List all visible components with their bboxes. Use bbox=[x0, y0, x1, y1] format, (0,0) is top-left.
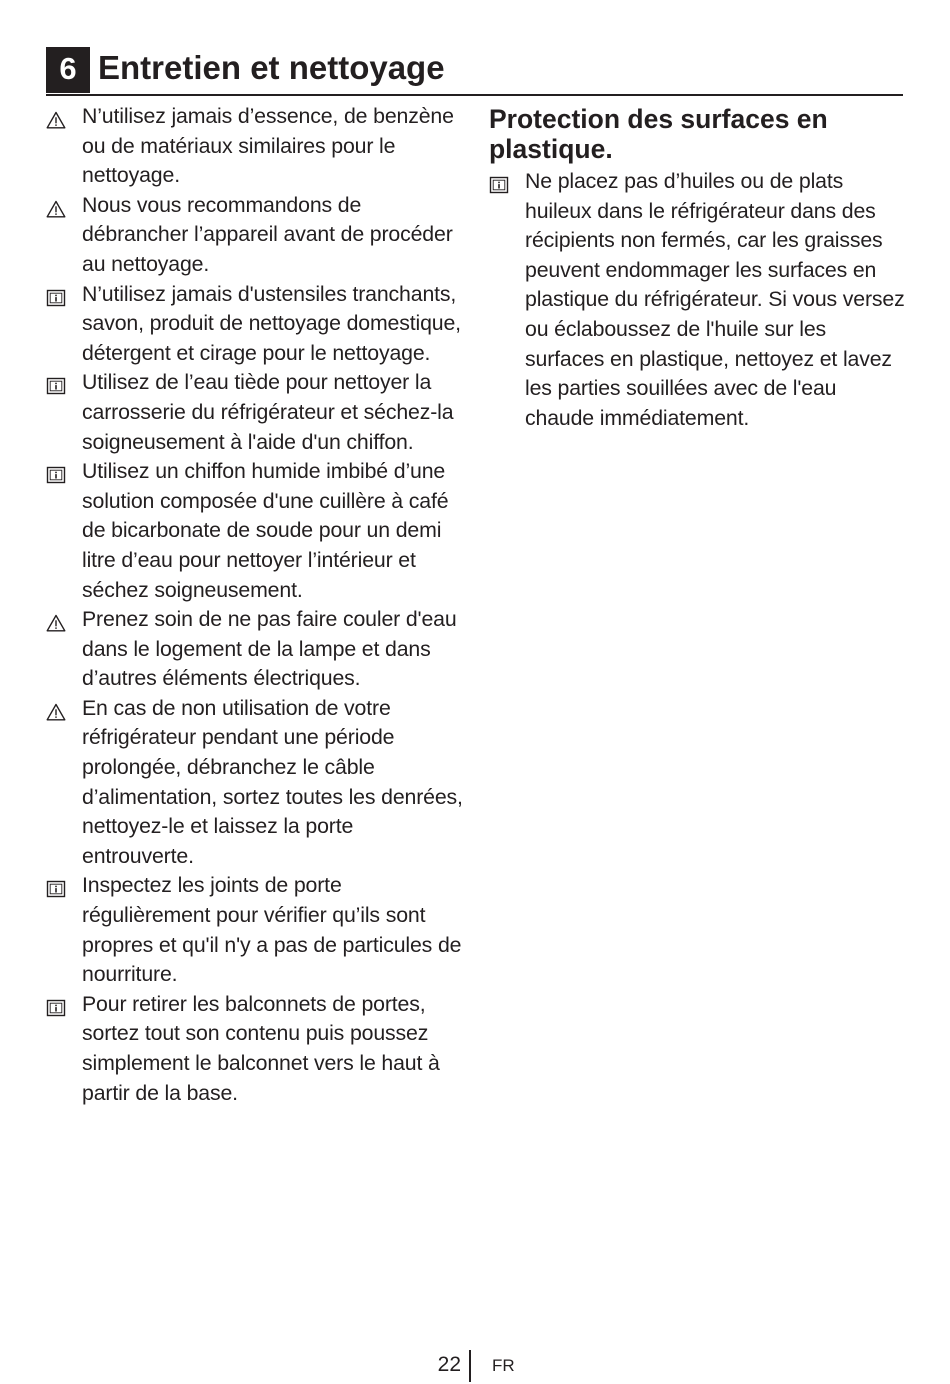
item-text: Utilisez un chiffon humide imbibé d’une solution composée d'une cuillère à café de bicarbonate de soude pour un demi litre d’eau pour nettoyer l’intérieur et séchez soigneusement. bbox=[82, 459, 449, 602]
page-number: 22 bbox=[437, 1353, 461, 1376]
warning-icon bbox=[46, 108, 66, 126]
list-item bbox=[46, 102, 466, 191]
left-column bbox=[46, 102, 466, 1108]
warning-icon bbox=[46, 700, 66, 718]
list-item bbox=[46, 990, 466, 1108]
page-footer bbox=[0, 1350, 950, 1382]
item-text: N’utilisez jamais d'ustensiles tranchants, savon, produit de nettoyage domestique, détergent et cirage pour le nettoyage. bbox=[82, 281, 461, 365]
list-item bbox=[489, 167, 907, 433]
item-text: Pour retirer les balconnets de portes, sortez tout son contenu puis poussez simplement le balconnet vers le haut à partir de la base. bbox=[82, 991, 440, 1105]
list-item bbox=[46, 605, 466, 694]
chapter-number: 6 bbox=[46, 47, 90, 93]
list-item bbox=[46, 871, 466, 989]
footer-divider bbox=[469, 1350, 471, 1382]
item-text: N’utilisez jamais d’essence, de benzène ou de matériaux similaires pour le nettoyage. bbox=[82, 104, 454, 188]
chapter-header bbox=[46, 47, 903, 96]
language-code: FR bbox=[492, 1356, 515, 1375]
list-item bbox=[46, 457, 466, 605]
chapter-title: Entretien et nettoyage bbox=[98, 49, 445, 86]
info-icon bbox=[46, 374, 66, 392]
info-icon bbox=[46, 996, 66, 1014]
list-item bbox=[46, 280, 466, 369]
item-text: Inspectez les joints de porte régulièrement pour vérifier qu’ils sont propres et qu'il n'y a pas de particules de nourriture. bbox=[82, 873, 462, 987]
list-item bbox=[46, 191, 466, 280]
info-icon bbox=[46, 877, 66, 895]
item-text: Nous vous recommandons de débrancher l’appareil avant de procéder au nettoyage. bbox=[82, 192, 453, 276]
right-column bbox=[489, 104, 907, 433]
item-text: Ne placez pas d’huiles ou de plats huileux dans le réfrigérateur dans des récipients non fermés, car les graisses peuvent endommager les surfaces en plastique du réfrigérateur. Si vous versez ou éclaboussez de l'huile sur les surfaces en plastique, nettoyez et lavez les parties souillées avec de l'eau chaude immédiatement. bbox=[525, 169, 905, 430]
info-icon bbox=[489, 173, 509, 191]
item-text: Utilisez de l’eau tiède pour nettoyer la carrosserie du réfrigérateur et séchez-la soigneusement à l'aide d'un chiffon. bbox=[82, 370, 454, 454]
info-icon bbox=[46, 286, 66, 304]
item-text: Prenez soin de ne pas faire couler d'eau dans le logement de la lampe et dans d’autres éléments électriques. bbox=[82, 607, 457, 691]
warning-icon bbox=[46, 611, 66, 629]
section-title: Protection des surfaces en plastique. bbox=[489, 104, 828, 164]
warning-icon bbox=[46, 197, 66, 215]
info-icon bbox=[46, 463, 66, 481]
list-item bbox=[46, 368, 466, 457]
list-item bbox=[46, 694, 466, 872]
item-text: En cas de non utilisation de votre réfrigérateur pendant une période prolongée, débranchez le câble d’alimentation, sortez toutes les denrées, nettoyez-le et laissez la porte entrouverte. bbox=[82, 695, 463, 868]
